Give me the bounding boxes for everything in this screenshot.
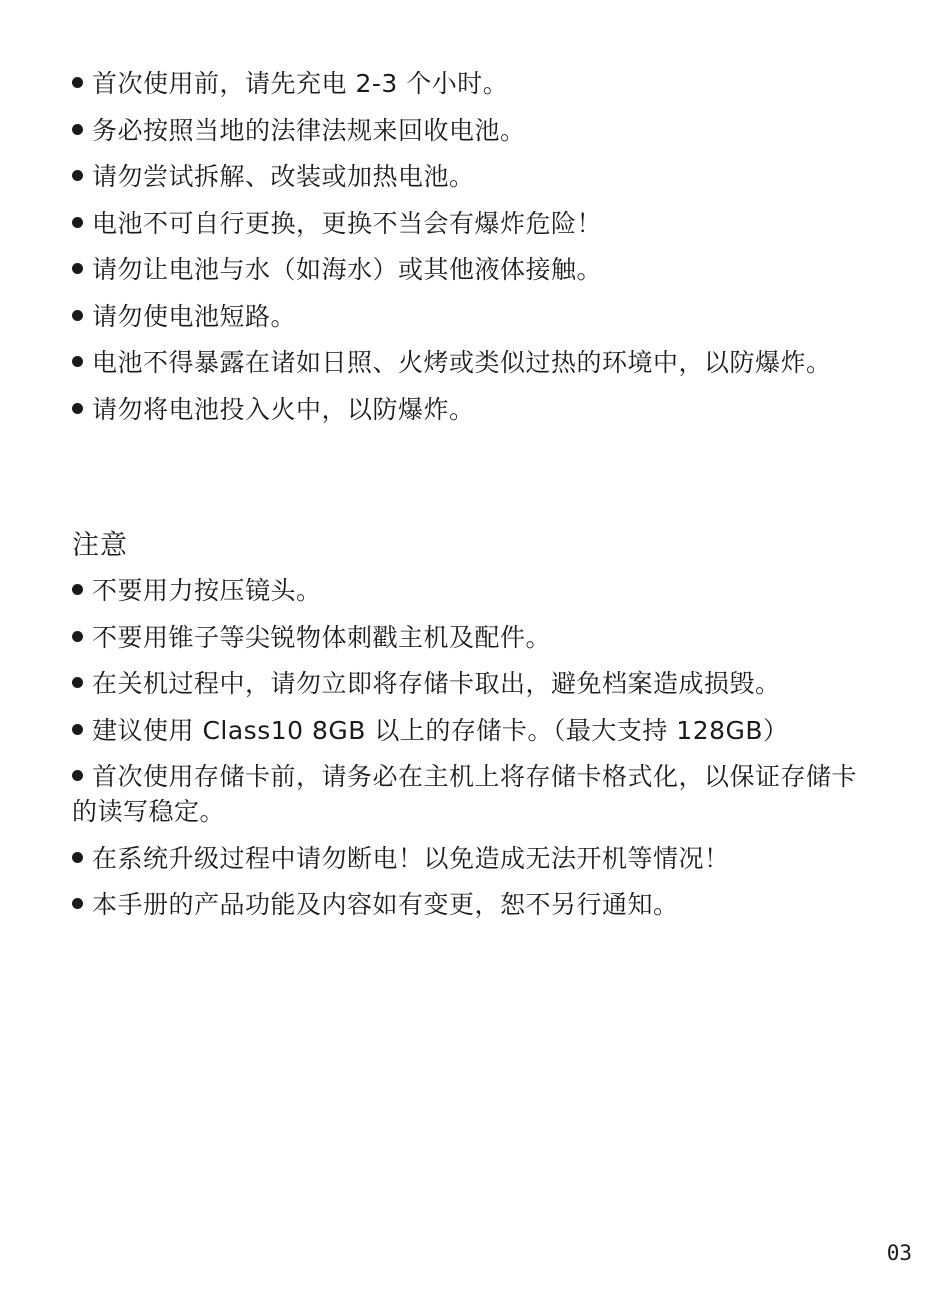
bullet-icon: [72, 724, 83, 735]
list-item: [72, 666, 872, 701]
bullet-icon: [72, 770, 83, 781]
list-item-text: 请勿尝试拆解、改装或加热电池。: [92, 162, 475, 191]
list-item-text: 建议使用 Class10 8GB 以上的存储卡。（最大支持 128GB）: [92, 715, 789, 745]
list-item-text: 请勿让电池与水（如海水）或其他液体接触。: [92, 255, 603, 284]
bullet-icon: [72, 217, 83, 228]
list-item-text: 首次使用存储卡前，请务必在主机上将存储卡格式化，以保证存储卡的读写稳定。: [72, 762, 858, 826]
list-item-text: 请勿将电池投入火中，以防爆炸。: [92, 394, 475, 424]
list-item: [72, 159, 872, 194]
list-item: [72, 759, 872, 829]
bullet-icon: [72, 356, 83, 367]
list-item-text: 本手册的产品功能及内容如有变更，恕不另行通知。: [92, 890, 679, 919]
bullet-icon: [72, 310, 83, 321]
list-item-text: 电池不可自行更换，更换不当会有爆炸危险！: [92, 208, 603, 238]
list-item: [72, 841, 872, 876]
list-item-text: 在系统升级过程中请勿断电！以免造成无法开机等情况！: [92, 843, 730, 873]
list-item-text: 首次使用前，请先充电 2-3 个小时。: [92, 69, 509, 98]
list-item: [72, 345, 872, 380]
list-item: [72, 66, 872, 101]
page-number: 03: [886, 1241, 912, 1265]
battery-warning-list: [72, 66, 872, 438]
list-item: [72, 113, 872, 148]
list-item-text: 请勿使电池短路。: [92, 301, 297, 331]
list-item-text: 在关机过程中，请勿立即将存储卡取出，避免档案造成损毁。: [92, 669, 781, 698]
list-item: [72, 252, 872, 287]
list-item: [72, 620, 872, 655]
bullet-icon: [72, 631, 83, 642]
list-item-text: 不要用力按压镜头。: [92, 576, 322, 605]
bullet-icon: [72, 584, 83, 595]
bullet-icon: [72, 677, 83, 688]
bullet-icon: [72, 77, 83, 88]
bullet-icon: [72, 852, 83, 863]
list-item: [72, 392, 872, 427]
list-item: [72, 887, 872, 922]
list-item: [72, 573, 872, 608]
bullet-icon: [72, 403, 83, 414]
list-item-text: 不要用锥子等尖锐物体刺戳主机及配件。: [92, 622, 552, 652]
bullet-icon: [72, 263, 83, 274]
bullet-icon: [72, 124, 83, 135]
notice-list: [72, 573, 872, 934]
bullet-icon: [72, 170, 83, 181]
list-item: [72, 299, 872, 334]
bullet-icon: [72, 898, 83, 909]
notice-heading: 注意: [72, 530, 128, 561]
list-item-text: 务必按照当地的法律法规来回收电池。: [92, 115, 526, 145]
list-item: [72, 206, 872, 241]
list-item-text: 电池不得暴露在诸如日照、火烤或类似过热的环境中，以防爆炸。: [92, 348, 832, 377]
list-item: [72, 713, 872, 748]
